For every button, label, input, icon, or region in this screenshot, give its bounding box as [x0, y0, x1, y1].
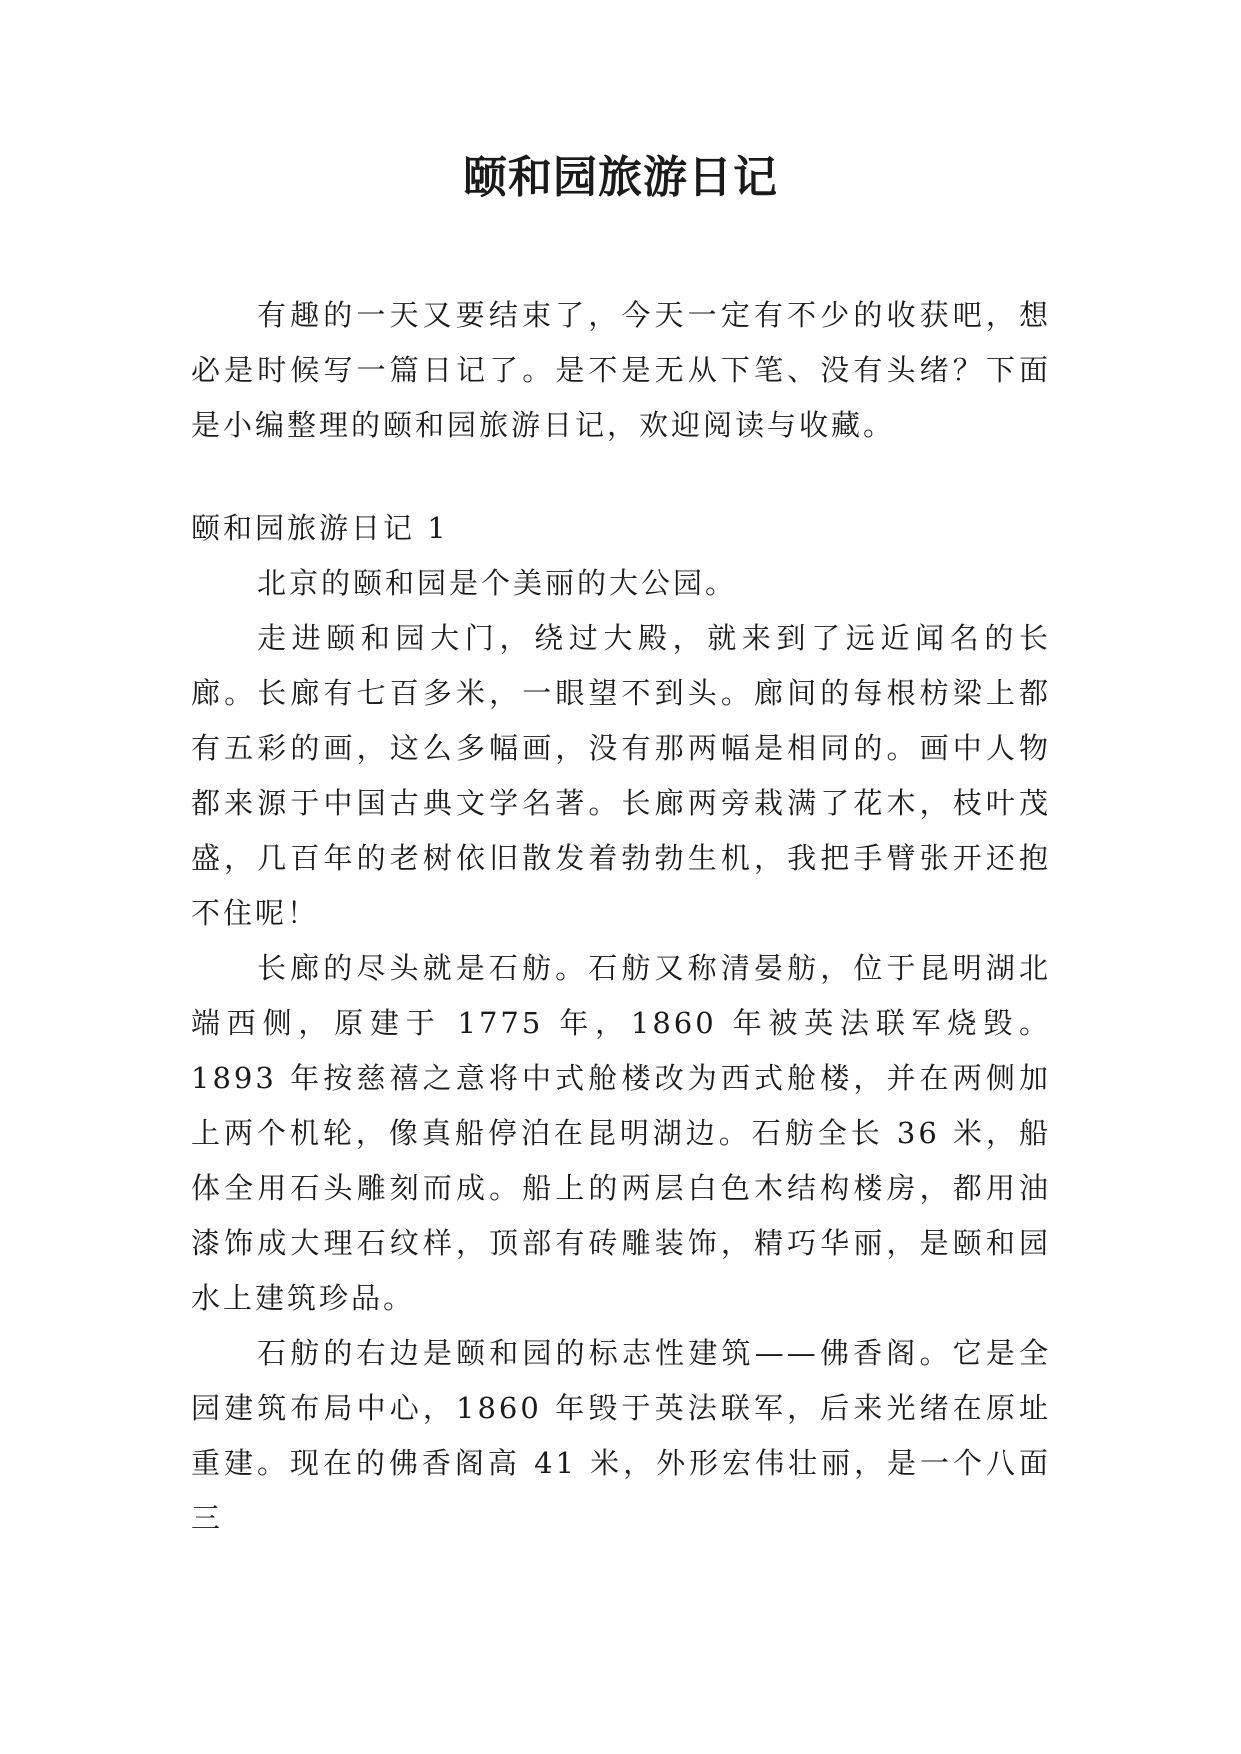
section-title: 颐和园旅游日记 1	[191, 511, 449, 545]
document-body	[191, 288, 1051, 1546]
document-title: 颐和园旅游日记	[463, 152, 778, 203]
body-paragraph-3: 长廊的尽头就是石舫。石舫又称清晏舫，位于昆明湖北端西侧，原建于 1775 年，1860 年被英法联军烧毁。1893 年按慈禧之意将中式舱楼改为西式舱楼，并在两侧加上两个机轮，像真船停泊在昆明湖边。石舫全长 36 米，船体全用石头雕刻而成。船上的两层白色木结构楼房，都用油漆饰成大理石纹样，顶部有砖雕装饰，精巧华丽，是颐和园水上建筑珍品。	[191, 951, 1051, 1315]
body-paragraph-2: 走进颐和园大门，绕过大殿，就来到了远近闻名的长廊。长廊有七百多米，一眼望不到头。廊间的每根枋梁上都有五彩的画，这么多幅画，没有那两幅是相同的。画中人物都来源于中国古典文学名著。长廊两旁栽满了花木，枝叶茂盛，几百年的老树依旧散发着勃勃生机，我把手臂张开还抱不住呢！	[191, 621, 1051, 930]
body-paragraph-1: 北京的颐和园是个美丽的大公园。	[257, 566, 738, 600]
intro-paragraph: 有趣的一天又要结束了，今天一定有不少的收获吧，想必是时候写一篇日记了。是不是无从下笔、没有头绪？下面是小编整理的颐和园旅游日记，欢迎阅读与收藏。	[191, 298, 1051, 442]
body-paragraph-4: 石舫的右边是颐和园的标志性建筑——佛香阁。它是全园建筑布局中心，1860 年毁于英法联军，后来光绪在原址重建。现在的佛香阁高 41 米，外形宏伟壮丽，是一个八面三	[191, 1336, 1051, 1535]
